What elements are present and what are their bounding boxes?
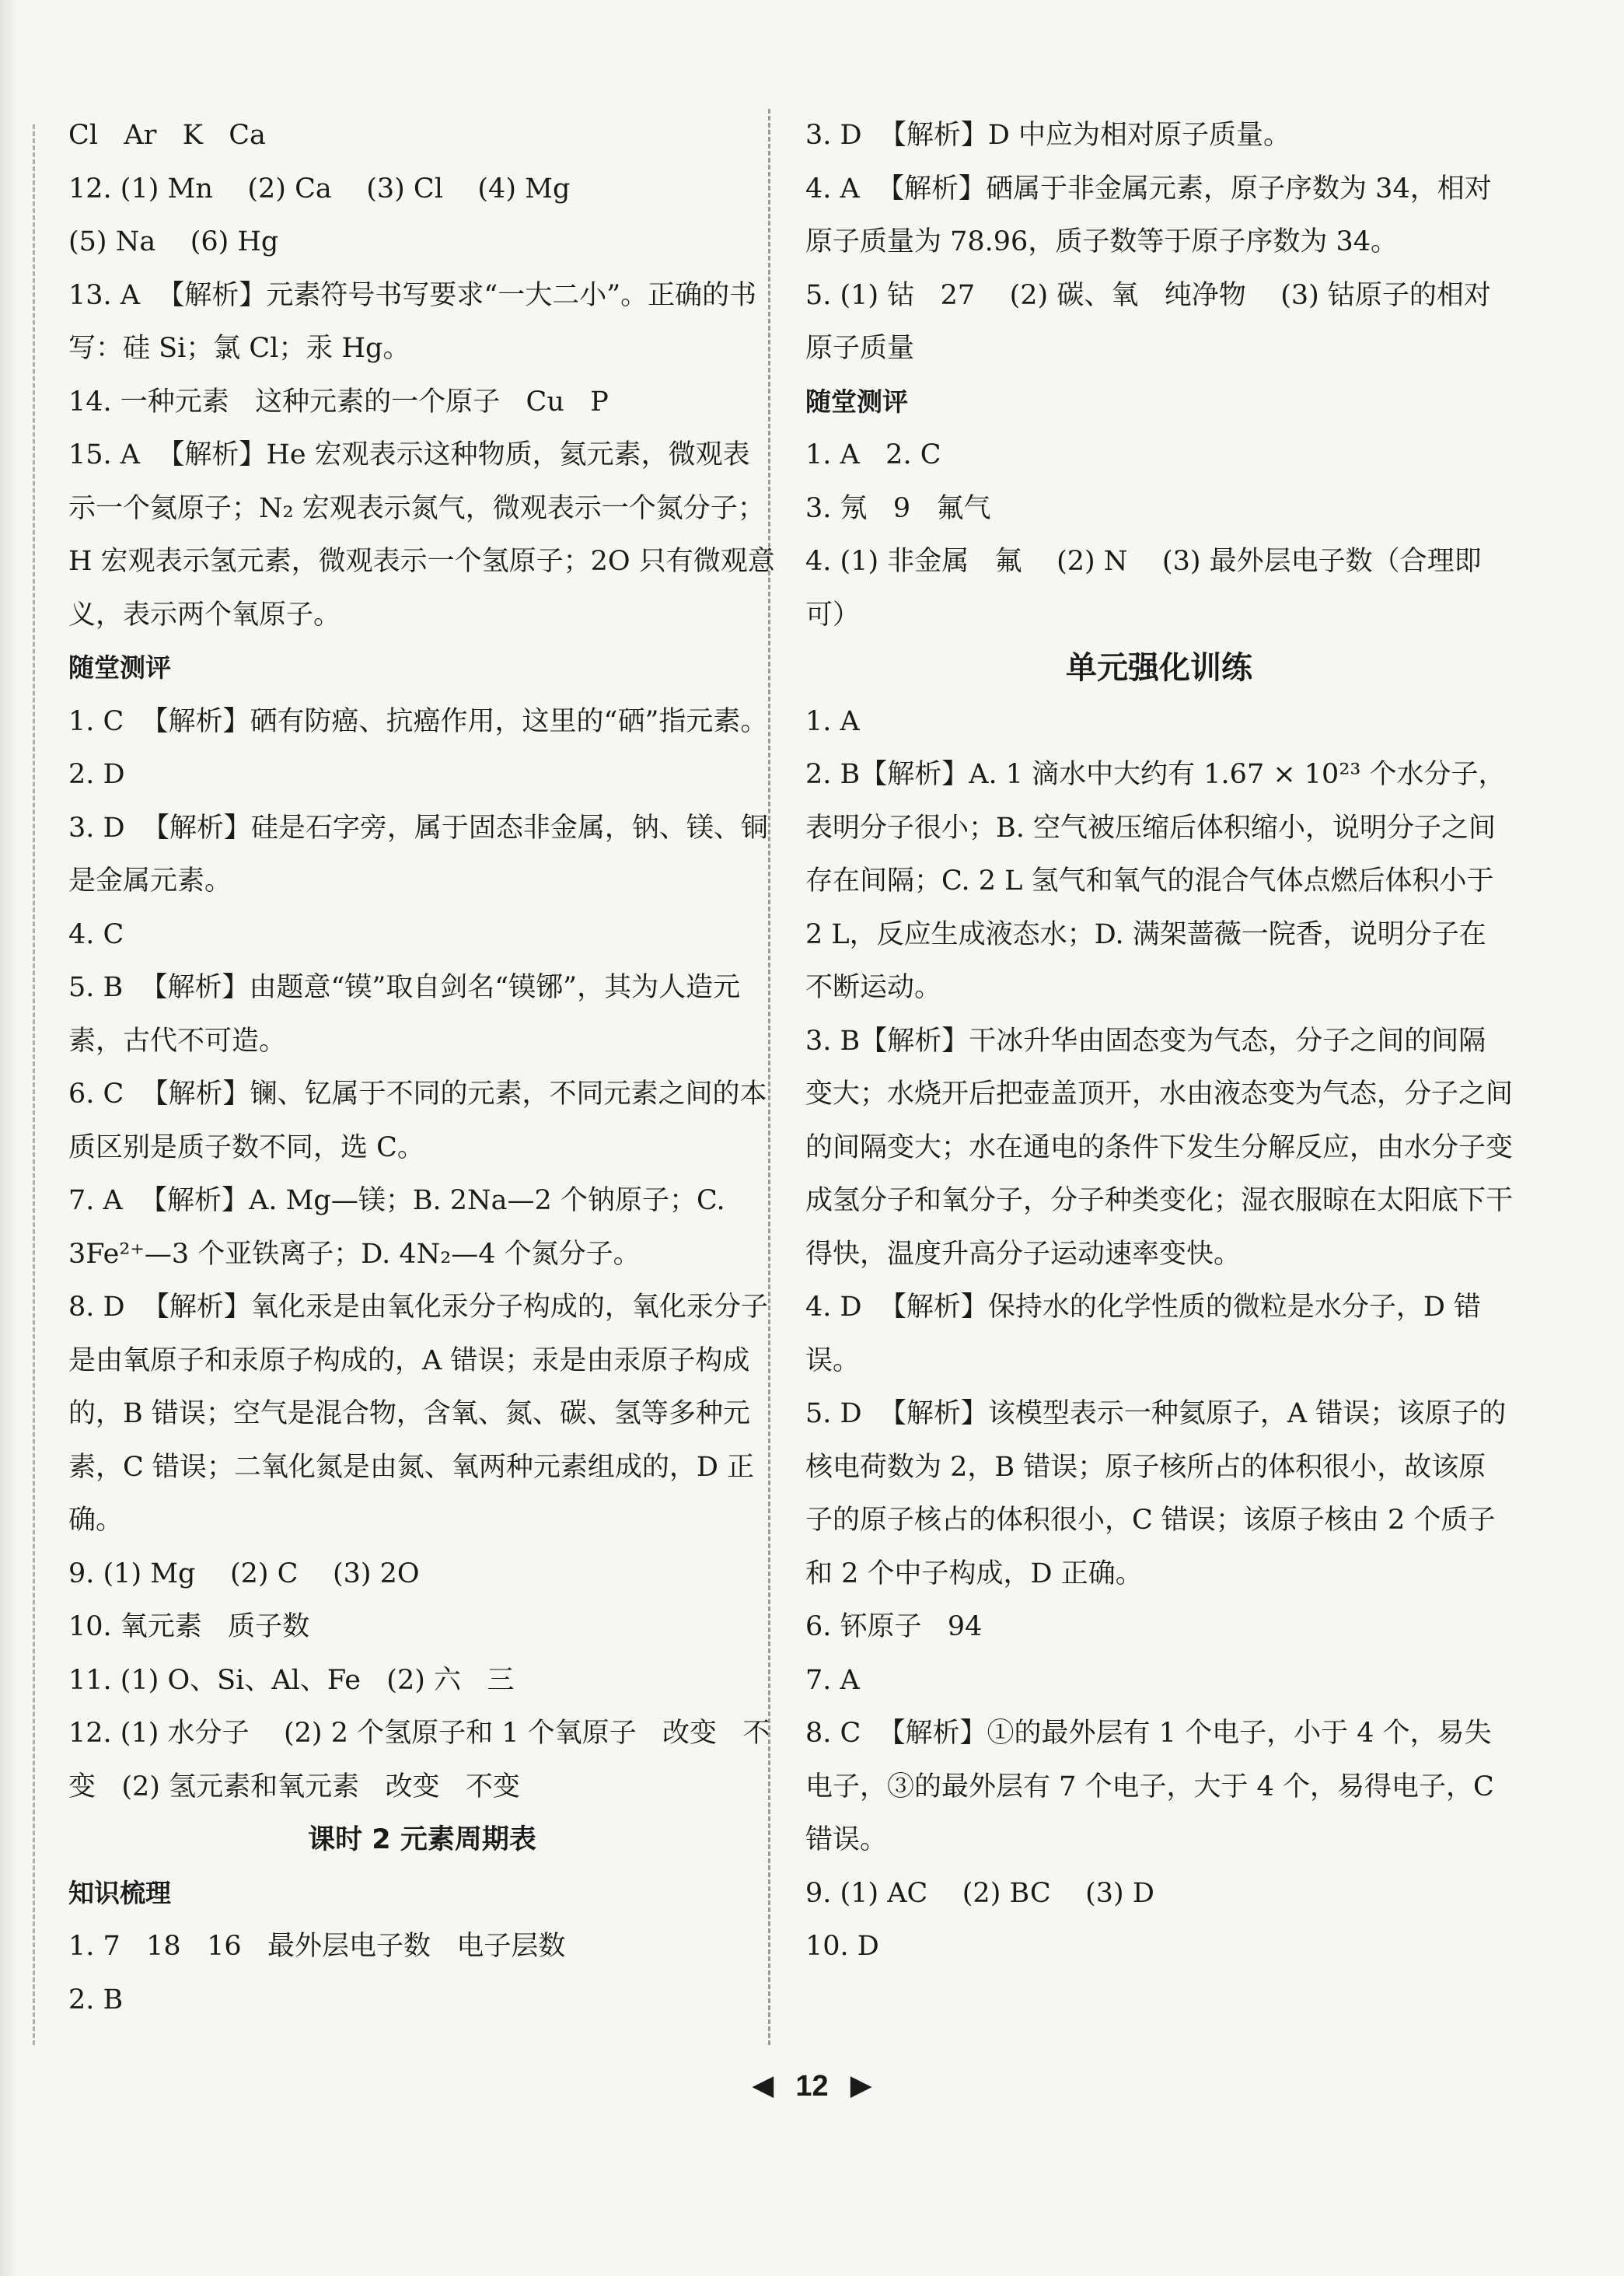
answer-item: 4. D 【解析】保持水的化学性质的微粒是水分子，D 错误。 — [805, 1292, 1482, 1376]
answer-line: 9. (1) Mg (2) C (3) 2O — [68, 1558, 420, 1589]
answer-item: 5. B 【解析】由题意“镆”取自剑名“镆铘”，其为人造元素，古代不可造。 — [68, 972, 741, 1057]
answer-item: 13. A 【解析】元素符号书写要求“一大二小”。正确的书写：硅 Si；氯 Cl；汞 Hg。 — [68, 279, 757, 364]
right-column — [805, 109, 1513, 1974]
answer-line: Cl Ar K Ca — [68, 120, 266, 151]
answer-item: 3. B【解析】干冰升华由固态变为气态，分子之间的间隔变大；水烧开后把壶盖顶开，水由液态变为气态，分子之间的间隔变大；水在通电的条件下发生分解反应，由水分子变成氢分子和氧分子，分子种类变化；湿衣服晾在太阳底下干得快，温度升高分子运动速率变快。 — [805, 1025, 1514, 1270]
answer-line: 10. 氧元素 质子数 — [68, 1611, 310, 1642]
answer-item: 7. A 【解析】A. Mg—镁；B. 2Na—2 个钠原子；C. 3Fe²⁺—3 个亚铁离子；D. 4N₂—4 个氮分子。 — [68, 1185, 734, 1270]
answer-item: 5. D 【解析】该模型表示一种氦原子，A 错误；该原子的核电荷数为 2，B 错误；原子核所占的体积很小，故该原子的原子核占的体积很小，C 错误；该原子核由 2 个质子和 2 个中子构成，D 正确。 — [805, 1398, 1507, 1589]
answer-line: 3. D 【解析】D 中应为相对原子质量。 — [805, 120, 1291, 151]
answer-item: 4. A 【解析】硒属于非金属元素，原子序数为 34，相对原子质量为 78.96，质子数等于原子序数为 34。 — [805, 173, 1492, 257]
answer-line: 9. (1) AC (2) BC (3) D — [805, 1877, 1154, 1909]
answer-line: 1. A 2. C — [805, 439, 941, 470]
page-number: 12 — [795, 2070, 829, 2103]
answer-line: 6. 钚原子 94 — [805, 1611, 983, 1642]
answer-line: 14. 一种元素 这种元素的一个原子 Cu P — [68, 386, 609, 418]
answer-line: 4. C — [68, 918, 124, 950]
answer-line: (5) Na (6) Hg — [68, 226, 279, 257]
section-heading: 随堂测评 — [68, 652, 171, 683]
page-footer — [0, 2070, 1624, 2103]
page-edge — [0, 0, 17, 2276]
unit-title: 单元强化训练 — [1066, 650, 1252, 686]
section-heading: 随堂测评 — [805, 386, 908, 417]
answer-item: 8. C 【解析】①的最外层有 1 个电子，小于 4 个，易失电子，③的最外层有 7 个电子，大于 4 个，易得电子，C 错误。 — [805, 1718, 1503, 1855]
left-column — [68, 109, 776, 2026]
answer-item: 3. D 【解析】硅是石字旁，属于固态非金属，钠、镁、铜是金属元素。 — [68, 812, 768, 897]
answer-line: 1. 7 18 16 最外层电子数 电子层数 — [68, 1931, 566, 1962]
answer-line: 1. A — [805, 705, 860, 737]
next-page-icon[interactable]: ▶ — [850, 2071, 871, 2100]
answer-item: 15. A 【解析】He 宏观表示这种物质，氦元素，微观表示一个氦原子；N₂ 宏观表示氮气，微观表示一个氮分子；H 宏观表示氢元素，微观表示一个氢原子；2O 只有微观意义，表示两个氧原子。 — [68, 439, 775, 631]
answer-item: 5. (1) 钴 27 (2) 碳、氧 纯净物 (3) 钴原子的相对原子质量 — [805, 279, 1491, 364]
answer-line: 11. (1) O、Si、Al、Fe (2) 六 三 — [68, 1664, 515, 1696]
answer-line: 10. D — [805, 1931, 879, 1962]
answer-item: 12. (1) 水分子 (2) 2 个氢原子和 1 个氧原子 改变 不变 (2) 氢元素和氧元素 改变 不变 — [68, 1718, 770, 1802]
lesson-heading: 课时 2 元素周期表 — [308, 1824, 536, 1855]
answer-item: 8. D 【解析】氧化汞是由氧化汞分子构成的，氧化汞分子是由氧原子和汞原子构成的，A 错误；汞是由汞原子构成的，B 错误；空气是混合物，含氧、氮、碳、氢等多种元素，C 错误；二氧化氮是由氮、氧两种元素组成的，D 正确。 — [68, 1292, 768, 1536]
answer-line: 7. A — [805, 1664, 860, 1696]
binding-rule — [33, 124, 35, 2045]
answer-line: 2. D — [68, 759, 125, 790]
prev-page-icon[interactable]: ◀ — [753, 2071, 774, 2100]
answer-item: 4. (1) 非金属 氟 (2) N (3) 最外层电子数（合理即可） — [805, 546, 1482, 631]
answer-item: 2. B【解析】A. 1 滴水中大约有 1.67 × 10²³ 个水分子，表明分子很小；B. 空气被压缩后体积缩小，说明分子之间存在间隔；C. 2 L 氢气和氧气的混合气体点燃后体积小于 2 L，反应生成液态水；D. 满架蔷薇一院香，说明分子在不断运动。 — [805, 759, 1506, 1003]
answer-line: 3. 氖 9 氟气 — [805, 492, 991, 524]
answer-item: 1. C 【解析】硒有防癌、抗癌作用，这里的“硒”指元素。 — [68, 705, 768, 737]
answer-line: 2. B — [68, 1984, 124, 2016]
answer-line: 12. (1) Mn (2) Ca (3) Cl (4) Mg — [68, 173, 571, 205]
answer-item: 6. C 【解析】镧、钇属于不同的元素，不同元素之间的本质区别是质子数不同，选 C。 — [68, 1079, 767, 1163]
section-heading: 知识梳理 — [68, 1877, 171, 1908]
